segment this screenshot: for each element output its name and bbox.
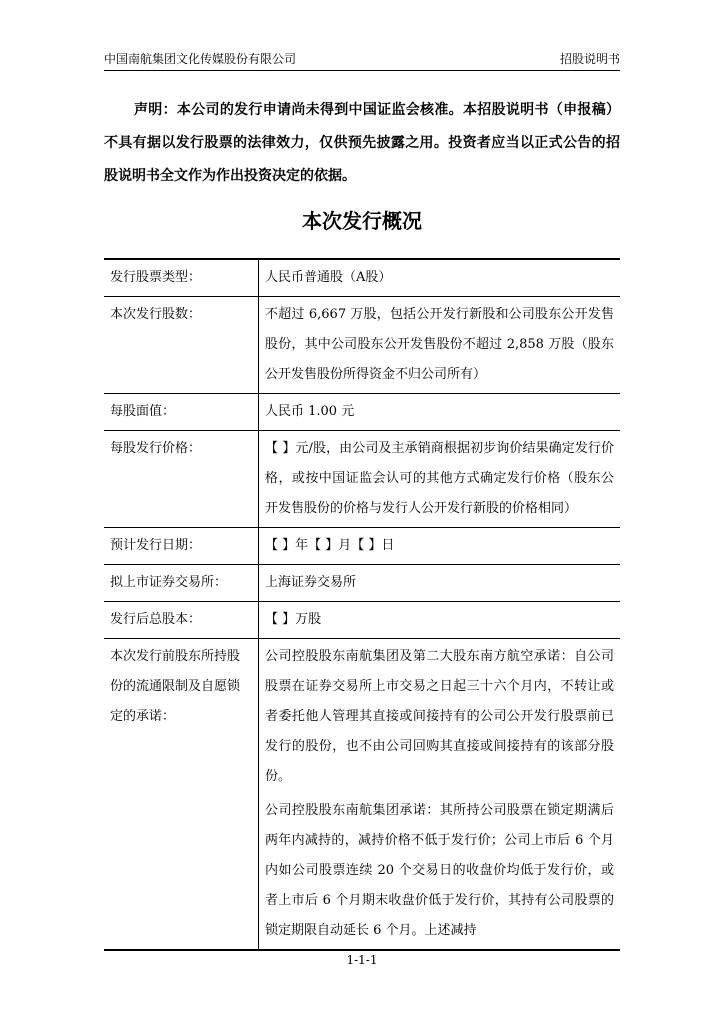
row-value: 【 】年【 】月【 】日 [259, 528, 621, 565]
lockup-commitment-paragraph: 公司控股股东南航集团承诺：其所持公司股票在锁定期满后两年内减持的，减持价格不低于发行价；公司上市后 6 个月内如公司股票连续 20 个交易日的收盘价均低于发行价，或者上市后 6 个月期末收盘价低于发行价，其持有公司股票的锁定期限自动延长 6 个月。上述减持 [265, 803, 614, 938]
row-value: 上海证券交易所 [259, 565, 621, 602]
disclaimer-statement: 声明：本公司的发行申请尚未得到中国证监会核准。本招股说明书（申报稿）不具有据以发行股票的法律效力，仅供预先披露之用。投资者应当以正式公告的招股说明书全文作为作出投资决定的依据。 [104, 102, 620, 184]
row-label: 本次发行股数： [104, 297, 259, 394]
row-label: 发行后总股本： [104, 602, 259, 639]
table-row [104, 431, 620, 528]
row-label: 发行股票类型： [104, 259, 259, 297]
row-value: 不超过 6,667 万股，包括公开发行新股和公司股东公开发售股份，其中公司股东公开发售股份不超过 2,858 万股（股东公开发售股份所得资金不归公司所有） [259, 297, 621, 394]
row-value [259, 639, 621, 951]
row-value: 【 】元/股，由公司及主承销商根据初步询价结果确定发行价格，或按中国证监会认可的其他方式确定发行价格（股东公开发售股份的价格与发行人公开发行新股的价格相同） [259, 431, 621, 528]
row-value: 人民币普通股（A股） [259, 259, 621, 297]
row-value: 【 】万股 [259, 602, 621, 639]
page-number: 1-1-1 [346, 953, 378, 967]
offering-overview-table [104, 258, 620, 951]
table-row [104, 394, 620, 431]
table-row [104, 639, 620, 951]
page-title: 本次发行概况 [302, 209, 422, 233]
row-label: 拟上市证券交易所： [104, 565, 259, 602]
table-row [104, 602, 620, 639]
table-row [104, 528, 620, 565]
table-row [104, 565, 620, 602]
header-document-title: 招股说明书 [559, 52, 620, 66]
row-label: 每股面值： [104, 394, 259, 431]
row-label: 本次发行前股东所持股份的流通限制及自愿锁定的承诺： [104, 639, 259, 951]
table-row [104, 297, 620, 394]
table-row [104, 259, 620, 297]
row-label: 预计发行日期： [104, 528, 259, 565]
lockup-commitment-paragraph: 公司控股股东南航集团及第二大股东南方航空承诺：自公司股票在证券交易所上市交易之日起三十六个月内，不转让或者委托他人管理其直接或间接持有的公司公开发行股票前已发行的股份，也不由公司回购其直接或间接持有的该部分股份。 [265, 649, 614, 784]
row-label: 每股发行价格： [104, 431, 259, 528]
header-company-name: 中国南航集团文化传媒股份有限公司 [104, 52, 297, 66]
row-value: 人民币 1.00 元 [259, 394, 621, 431]
header-divider [104, 70, 620, 71]
